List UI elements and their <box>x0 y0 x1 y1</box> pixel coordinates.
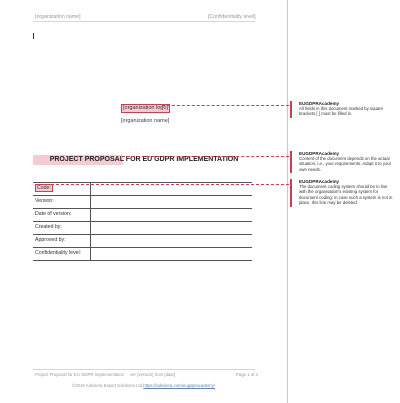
table-row <box>33 222 252 235</box>
comment-connector <box>162 105 289 106</box>
footer-version[interactable]: ver [version] from [date] <box>130 372 176 377</box>
comment-text: Content of the document depends on the actual situation, i.e., your requirements. Adapt it to your own needs. <box>299 156 392 172</box>
comment-marker <box>290 101 292 118</box>
table-row <box>33 248 252 261</box>
footer-document-name: Project Proposal for EU GDPR Implementation <box>35 372 125 377</box>
date-of-version-value-cell[interactable] <box>90 209 252 222</box>
created-by-label: Created by: <box>33 222 90 235</box>
code-label: Code: <box>37 185 51 191</box>
footer-copyright-link[interactable]: https://advisera.com/eugdpracademy/ <box>143 383 215 388</box>
comment-connector <box>46 184 289 185</box>
version-label: Version: <box>33 196 90 209</box>
approved-by-label: Approved by: <box>33 235 90 248</box>
organization-logo-placeholder[interactable]: [organization logo] <box>123 105 168 111</box>
comment-balloon[interactable] <box>290 101 396 118</box>
header-divider <box>33 21 255 22</box>
confidentiality-level-value-cell[interactable] <box>90 248 252 261</box>
approved-by-value-cell[interactable] <box>90 235 252 248</box>
footer-copyright <box>0 383 287 388</box>
footer-page-number: Page 1 of 4 <box>236 372 258 377</box>
comment-marker <box>290 151 292 173</box>
comment-marker <box>290 179 292 207</box>
comment-balloon[interactable] <box>290 179 396 207</box>
confidentiality-level-label: Confidentiality level: <box>33 248 90 261</box>
created-by-value-cell[interactable] <box>90 222 252 235</box>
version-value-cell[interactable] <box>90 196 252 209</box>
comment-balloon[interactable] <box>290 151 396 173</box>
comment-author: EUGDPRAcademy <box>299 151 340 156</box>
comment-author: EUGDPRAcademy <box>299 179 340 184</box>
document-title-text: PROJECT PROPOSAL FOR EU GDPR IMPLEMENTATION <box>49 156 239 163</box>
date-of-version-label: Date of version: <box>33 209 90 222</box>
header-organization-name[interactable]: [organization name] <box>35 14 81 20</box>
header-confidentiality-level[interactable]: [Confidentiality level] <box>208 14 256 20</box>
comment-text: All fields in this document marked by square brackets [ ] must be filled in. <box>299 106 384 117</box>
table-row <box>33 235 252 248</box>
footer-divider <box>33 369 255 370</box>
comment-author: EUGDPRAcademy <box>299 101 340 106</box>
organization-name-placeholder[interactable]: [organization name] <box>121 118 170 124</box>
table-row <box>33 196 252 209</box>
comment-text: The document coding system should be in line with the organisation's existing system for document coding; in case such a system is not in place, this line may be deleted. <box>299 184 393 205</box>
footer-copyright-text: ©2016 Advisera Expert Solutions Ltd <box>72 383 143 388</box>
text-cursor <box>33 33 34 39</box>
document-info-table <box>33 182 252 261</box>
table-row <box>33 209 252 222</box>
comment-connector <box>122 156 289 157</box>
